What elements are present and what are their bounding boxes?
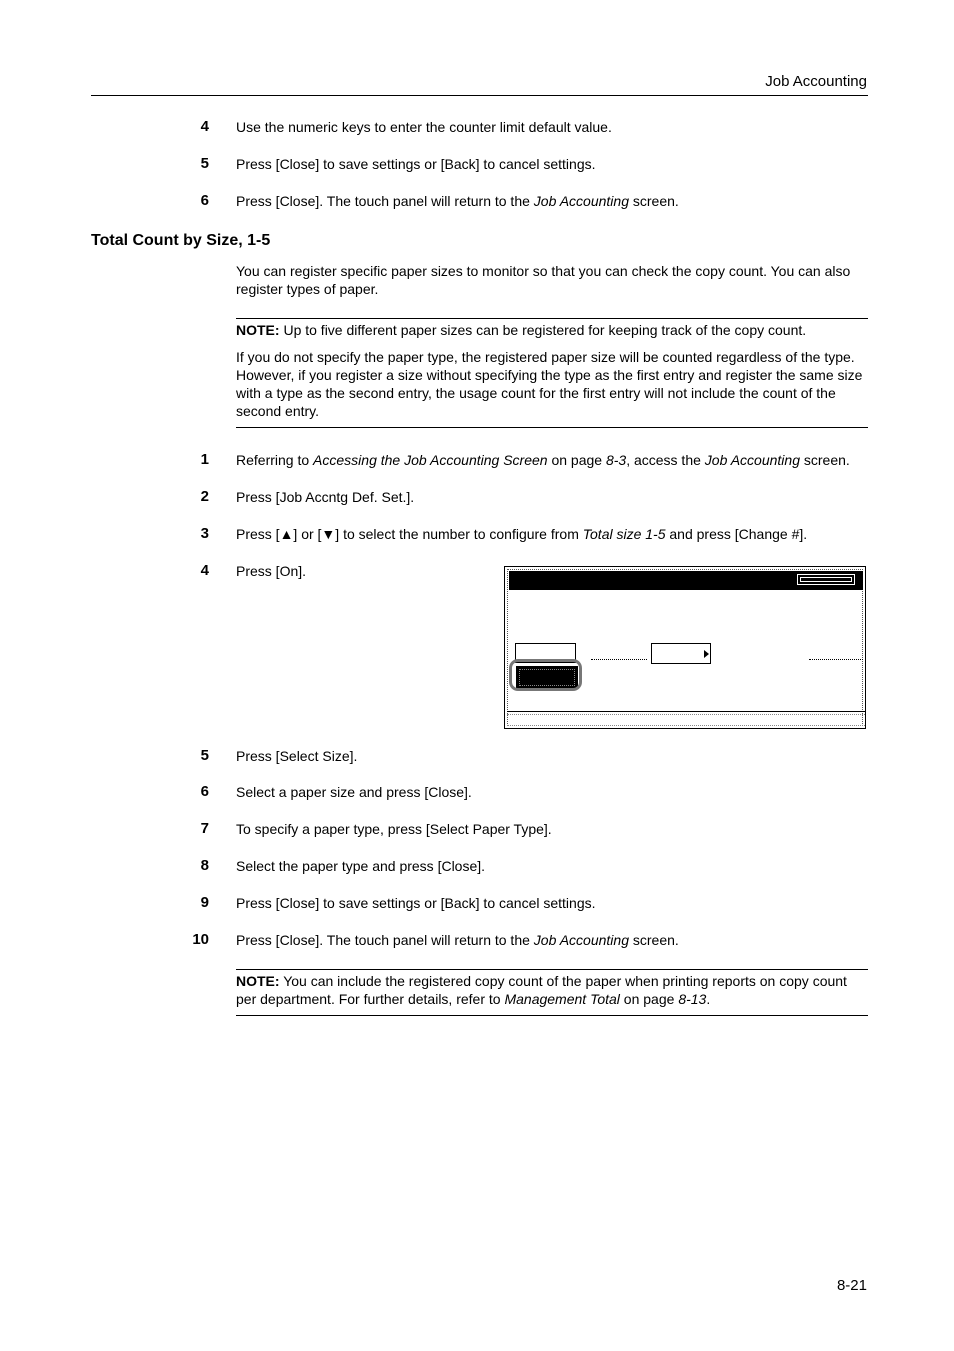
note-label: NOTE: (236, 322, 280, 338)
step-text: Select a paper size and press [Close]. (236, 784, 472, 800)
step-text: Select the paper type and press [Close]. (236, 858, 486, 874)
step-text: Press [Job Accntg Def. Set.]. (236, 489, 415, 505)
step-text: Use the numeric keys to enter the counter limit default value. (236, 119, 612, 135)
step-text: Referring to Accessing the Job Accounting Screen on page 8-3, access the Job Accounting screen. (236, 452, 850, 468)
step-item (0, 894, 954, 914)
step-text: To specify a paper type, press [Select Paper Type]. (236, 821, 552, 837)
screen-status-bar (507, 711, 865, 727)
screen-dotted-line (591, 659, 647, 660)
section-heading: Total Count by Size, 1-5 (91, 232, 271, 249)
note-top-rule (236, 969, 868, 970)
step-text: Press [▲] or [▼] to select the number to configure from Total size 1-5 and press [Change #]. (236, 526, 808, 542)
step-number: 6 (200, 783, 209, 800)
arrow-right-icon (704, 650, 709, 658)
step-item (0, 192, 954, 212)
note-text: NOTE: You can include the registered copy count of the paper when printing reports on copy count per department. For further details, refer to Management Total on page 8-13. (236, 973, 847, 1007)
page-number: 8-21 (836, 1277, 867, 1294)
step-number: 7 (200, 820, 209, 837)
step-text: Press [Close] to save settings or [Back] to cancel settings. (236, 156, 596, 172)
note-paragraph: If you do not specify the paper type, the registered paper size will be counted regardless of the type. However, if you register a size without specifying the type as the first entry and register the same size with a type as the second entry, the usage count for the first entry will not include the count of the second entry. (236, 349, 863, 419)
step-item (0, 118, 954, 138)
screen-select-size-button (651, 643, 711, 664)
step-item (0, 783, 954, 803)
step-text: Press [Close]. The touch panel will return to the Job Accounting screen. (236, 193, 679, 209)
step-item (0, 488, 954, 508)
step-number: 4 (200, 118, 209, 135)
on-button-highlight (509, 659, 582, 691)
screen-close-button (797, 574, 855, 585)
running-header: Job Accounting (765, 73, 867, 90)
step-number: 4 (200, 562, 209, 579)
screen-dotted-line (809, 659, 863, 660)
note-bottom-rule (236, 427, 868, 428)
step-item (0, 155, 954, 175)
step-number: 6 (200, 192, 209, 209)
note-bottom-rule (236, 1015, 868, 1016)
step-item (0, 525, 954, 545)
step-number: 1 (200, 451, 209, 468)
step-item (0, 747, 954, 767)
step-number: 3 (200, 525, 209, 542)
step-item (0, 857, 954, 877)
note-text: NOTE: Up to five different paper sizes can be registered for keeping track of the copy count. (236, 322, 807, 338)
step-number: 5 (200, 155, 209, 172)
step-item (0, 451, 954, 471)
step-item (0, 820, 954, 840)
step-number: 5 (200, 747, 209, 764)
step-text: Press [Close] to save settings or [Back] to cancel settings. (236, 895, 596, 911)
step-number: 10 (192, 931, 209, 948)
header-rule (91, 95, 868, 96)
step-number: 9 (200, 894, 209, 911)
step-number: 8 (200, 857, 209, 874)
note-top-rule (236, 318, 868, 319)
step-text: Press [Select Size]. (236, 748, 358, 764)
step-text: Press [Close]. The touch panel will return to the Job Accounting screen. (236, 932, 679, 948)
note-label: NOTE: (236, 973, 280, 989)
step-item (0, 931, 954, 951)
section-intro: You can register specific paper sizes to monitor so that you can check the copy count. You can also register types of paper. (236, 263, 851, 297)
step-text: Press [On]. (236, 563, 307, 579)
screen-title-bar (509, 571, 863, 590)
step-number: 2 (200, 488, 209, 505)
